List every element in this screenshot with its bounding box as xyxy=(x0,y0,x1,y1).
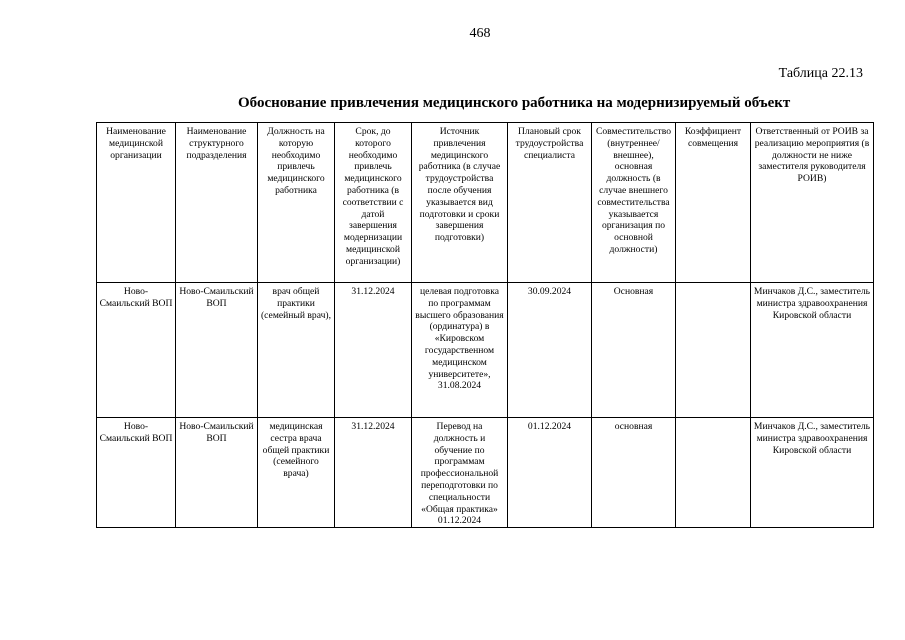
cell-source: целевая подготовка по программам высшего образования (ординатура) в «Кировском государственном медицинском университете», 31.08.2024 xyxy=(412,283,508,418)
staffing-table xyxy=(96,122,874,528)
cell-deadline: 31.12.2024 xyxy=(335,418,412,528)
cell-responsible: Минчаков Д.С., заместитель министра здравоохранения Кировской области xyxy=(751,283,874,418)
document-title: Обоснование привлечения медицинского работника на модернизируемый объект xyxy=(238,95,791,111)
cell-organization: Ново-Смаильский ВОП xyxy=(97,283,176,418)
cell-planned-date: 30.09.2024 xyxy=(508,283,592,418)
page-number: 468 xyxy=(469,26,491,41)
cell-subdivision: Ново-Смаильский ВОП xyxy=(176,418,258,528)
cell-organization: Ново-Смаильский ВОП xyxy=(97,418,176,528)
header-cell-deadline: Срок, до которого необходимо привлечь медицинского работника (в соответствии с датой завершения модернизации медицинской организации) xyxy=(335,123,412,283)
table-row xyxy=(97,418,874,528)
cell-combination: основная xyxy=(592,418,676,528)
table-row xyxy=(97,283,874,418)
cell-coefficient xyxy=(676,418,751,528)
header-cell-position: Должность на которую необходимо привлечь медицинского работника xyxy=(258,123,335,283)
header-cell-organization: Наименование медицинской организации xyxy=(97,123,176,283)
header-cell-coefficient: Коэффициент совмещения xyxy=(676,123,751,283)
cell-combination: Основная xyxy=(592,283,676,418)
cell-subdivision: Ново-Смаильский ВОП xyxy=(176,283,258,418)
header-cell-responsible: Ответственный от РОИВ за реализацию мероприятия (в должности не ниже заместителя руководителя РОИВ) xyxy=(751,123,874,283)
header-cell-combination: Совместительство (внутреннее/внешнее), основная должность (в случае внешнего совместительства указывается организация по основной должности) xyxy=(592,123,676,283)
cell-responsible: Минчаков Д.С., заместитель министра здравоохранения Кировской области xyxy=(751,418,874,528)
cell-source: Перевод на должность и обучение по программам профессиональной переподготовки по специальности «Общая практика» 01.12.2024 xyxy=(412,418,508,528)
cell-position: врач общей практики (семейный врач), xyxy=(258,283,335,418)
table-header-row xyxy=(97,123,874,283)
table-label: Таблица 22.13 xyxy=(778,66,863,81)
cell-position: медицинская сестра врача общей практики (семейного врача) xyxy=(258,418,335,528)
header-cell-source: Источник привлечения медицинского работника (в случае трудоустройства после обучения указывается вид подготовки и сроки завершения подготовки) xyxy=(412,123,508,283)
cell-deadline: 31.12.2024 xyxy=(335,283,412,418)
header-cell-planned-date: Плановый срок трудоустройства специалиста xyxy=(508,123,592,283)
cell-coefficient xyxy=(676,283,751,418)
header-cell-subdivision: Наименование структурного подразделения xyxy=(176,123,258,283)
cell-planned-date: 01.12.2024 xyxy=(508,418,592,528)
